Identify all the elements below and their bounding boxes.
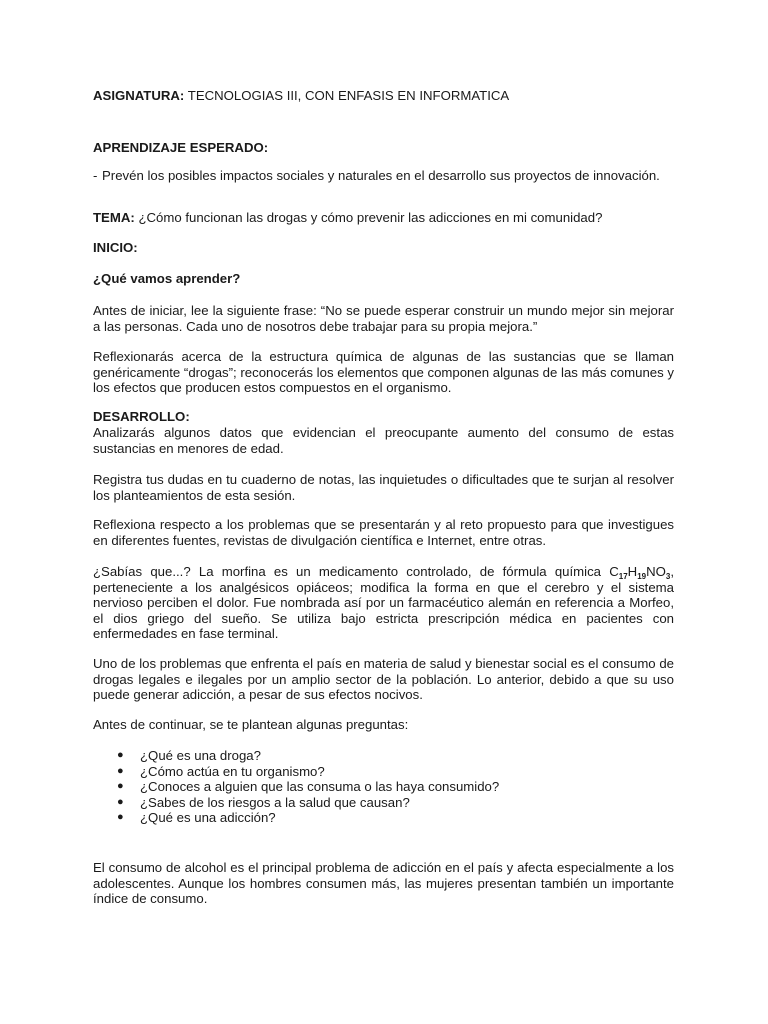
inicio-subheading: ¿Qué vamos aprender? <box>93 271 241 286</box>
list-item: ● ¿Qué es una droga? <box>117 748 261 763</box>
bullet-icon: ● <box>117 811 124 824</box>
tema-line <box>93 210 674 226</box>
bullet-icon: ● <box>117 749 124 761</box>
inicio-heading: INICIO: <box>93 240 138 255</box>
desarrollo-paragraph-2: Registra tus dudas en tu cuaderno de notas, las inquietudes o dificultades que te surjan al resolver los planteamientos de esta sesión. <box>93 472 674 503</box>
desarrollo-paragraph-6: Antes de continuar, se te plantean algunas preguntas: <box>93 717 409 732</box>
formula-sub-17: 17 <box>618 572 628 581</box>
aprendizaje-item <box>93 168 674 184</box>
list-item: ● ¿Qué es una adicción? <box>117 810 276 826</box>
aprendizaje-dash: - <box>93 168 98 183</box>
subject-label: ASIGNATURA: <box>93 88 185 103</box>
bullet-icon: ● <box>117 795 124 808</box>
formula-sub-3: 3 <box>665 572 671 581</box>
desarrollo-paragraph-5: Uno de los problemas que enfrenta el país en materia de salud y bienestar social es el consumo de drogas legales e ilegales por un amplio sector de la población. Lo anterior, debido a que su uso puede generar adicción, a pesar de sus efectos nocivos. <box>93 656 674 703</box>
tema-label: TEMA: <box>93 210 135 225</box>
bullet-icon: ● <box>117 764 124 777</box>
aprendizaje-heading: APRENDIZAJE ESPERADO: <box>93 140 269 155</box>
alcohol-paragraph: El consumo de alcohol es el principal problema de adicción en el país y afecta especialmente a los adolescentes. Aunque los hombres consumen más, las mujeres presentan también un importante índice de consumo. <box>93 860 674 907</box>
inicio-paragraph-1: Antes de iniciar, lee la siguiente frase: “No se puede esperar construir un mundo mejor sin mejorar a las personas. Cada uno de nosotros debe trabajar para su propia mejora.” <box>93 303 674 334</box>
inicio-paragraph-2: Reflexionarás acerca de la estructura química de algunas de las sustancias que se llaman genéricamente “drogas”; reconocerás los elementos que componen algunas de las más comunes y los efectos que producen estos compuestos en el organismo. <box>93 349 674 396</box>
list-item: ● ¿Cómo actúa en tu organismo? <box>117 763 325 779</box>
bullet-icon: ● <box>117 780 124 793</box>
list-item: ● ¿Sabes de los riesgos a la salud que causan? <box>117 794 410 810</box>
aprendizaje-text: Prevén los posibles impactos sociales y naturales en el desarrollo sus proyectos de innovación. <box>102 168 660 183</box>
tema-text: ¿Cómo funcionan las drogas y cómo prevenir las adicciones en mi comunidad? <box>138 210 603 225</box>
desarrollo-heading: DESARROLLO: <box>93 409 190 424</box>
morfina-paragraph: ¿Sabías que...? La morfina es un medicamento controlado, de fórmula química $C_{17}H_{19}NO_3$, perteneciente a los analgésicos opiáceos; modifica la forma en que el cerebro y el sistema nervioso perciben el dolor. Fue nombrada así por un farmacéutico alemán en referencia a Morfeo, el dios griego del sueño. Se utiliza bajo estricta prescripción médica en pacientes con enfermedades en fase terminal. <box>93 564 674 642</box>
formula-sub-19: 19 <box>637 572 647 581</box>
list-item: ● ¿Conoces a alguien que las consuma o las haya consumido? <box>117 779 500 795</box>
questions-list <box>93 748 674 826</box>
desarrollo-paragraph-1: Analizarás algunos datos que evidencian el preocupante aumento del consumo de estas sustancias en menores de edad. <box>93 425 674 456</box>
subject-value: TECNOLOGIAS III, CON ENFASIS EN INFORMATICA <box>187 88 510 103</box>
desarrollo-paragraph-3: Reflexiona respecto a los problemas que se presentarán y al reto propuesto para que investigues en diferentes fuentes, revistas de divulgación científica e Internet, entre otras. <box>93 517 674 548</box>
subject-line <box>93 88 674 104</box>
